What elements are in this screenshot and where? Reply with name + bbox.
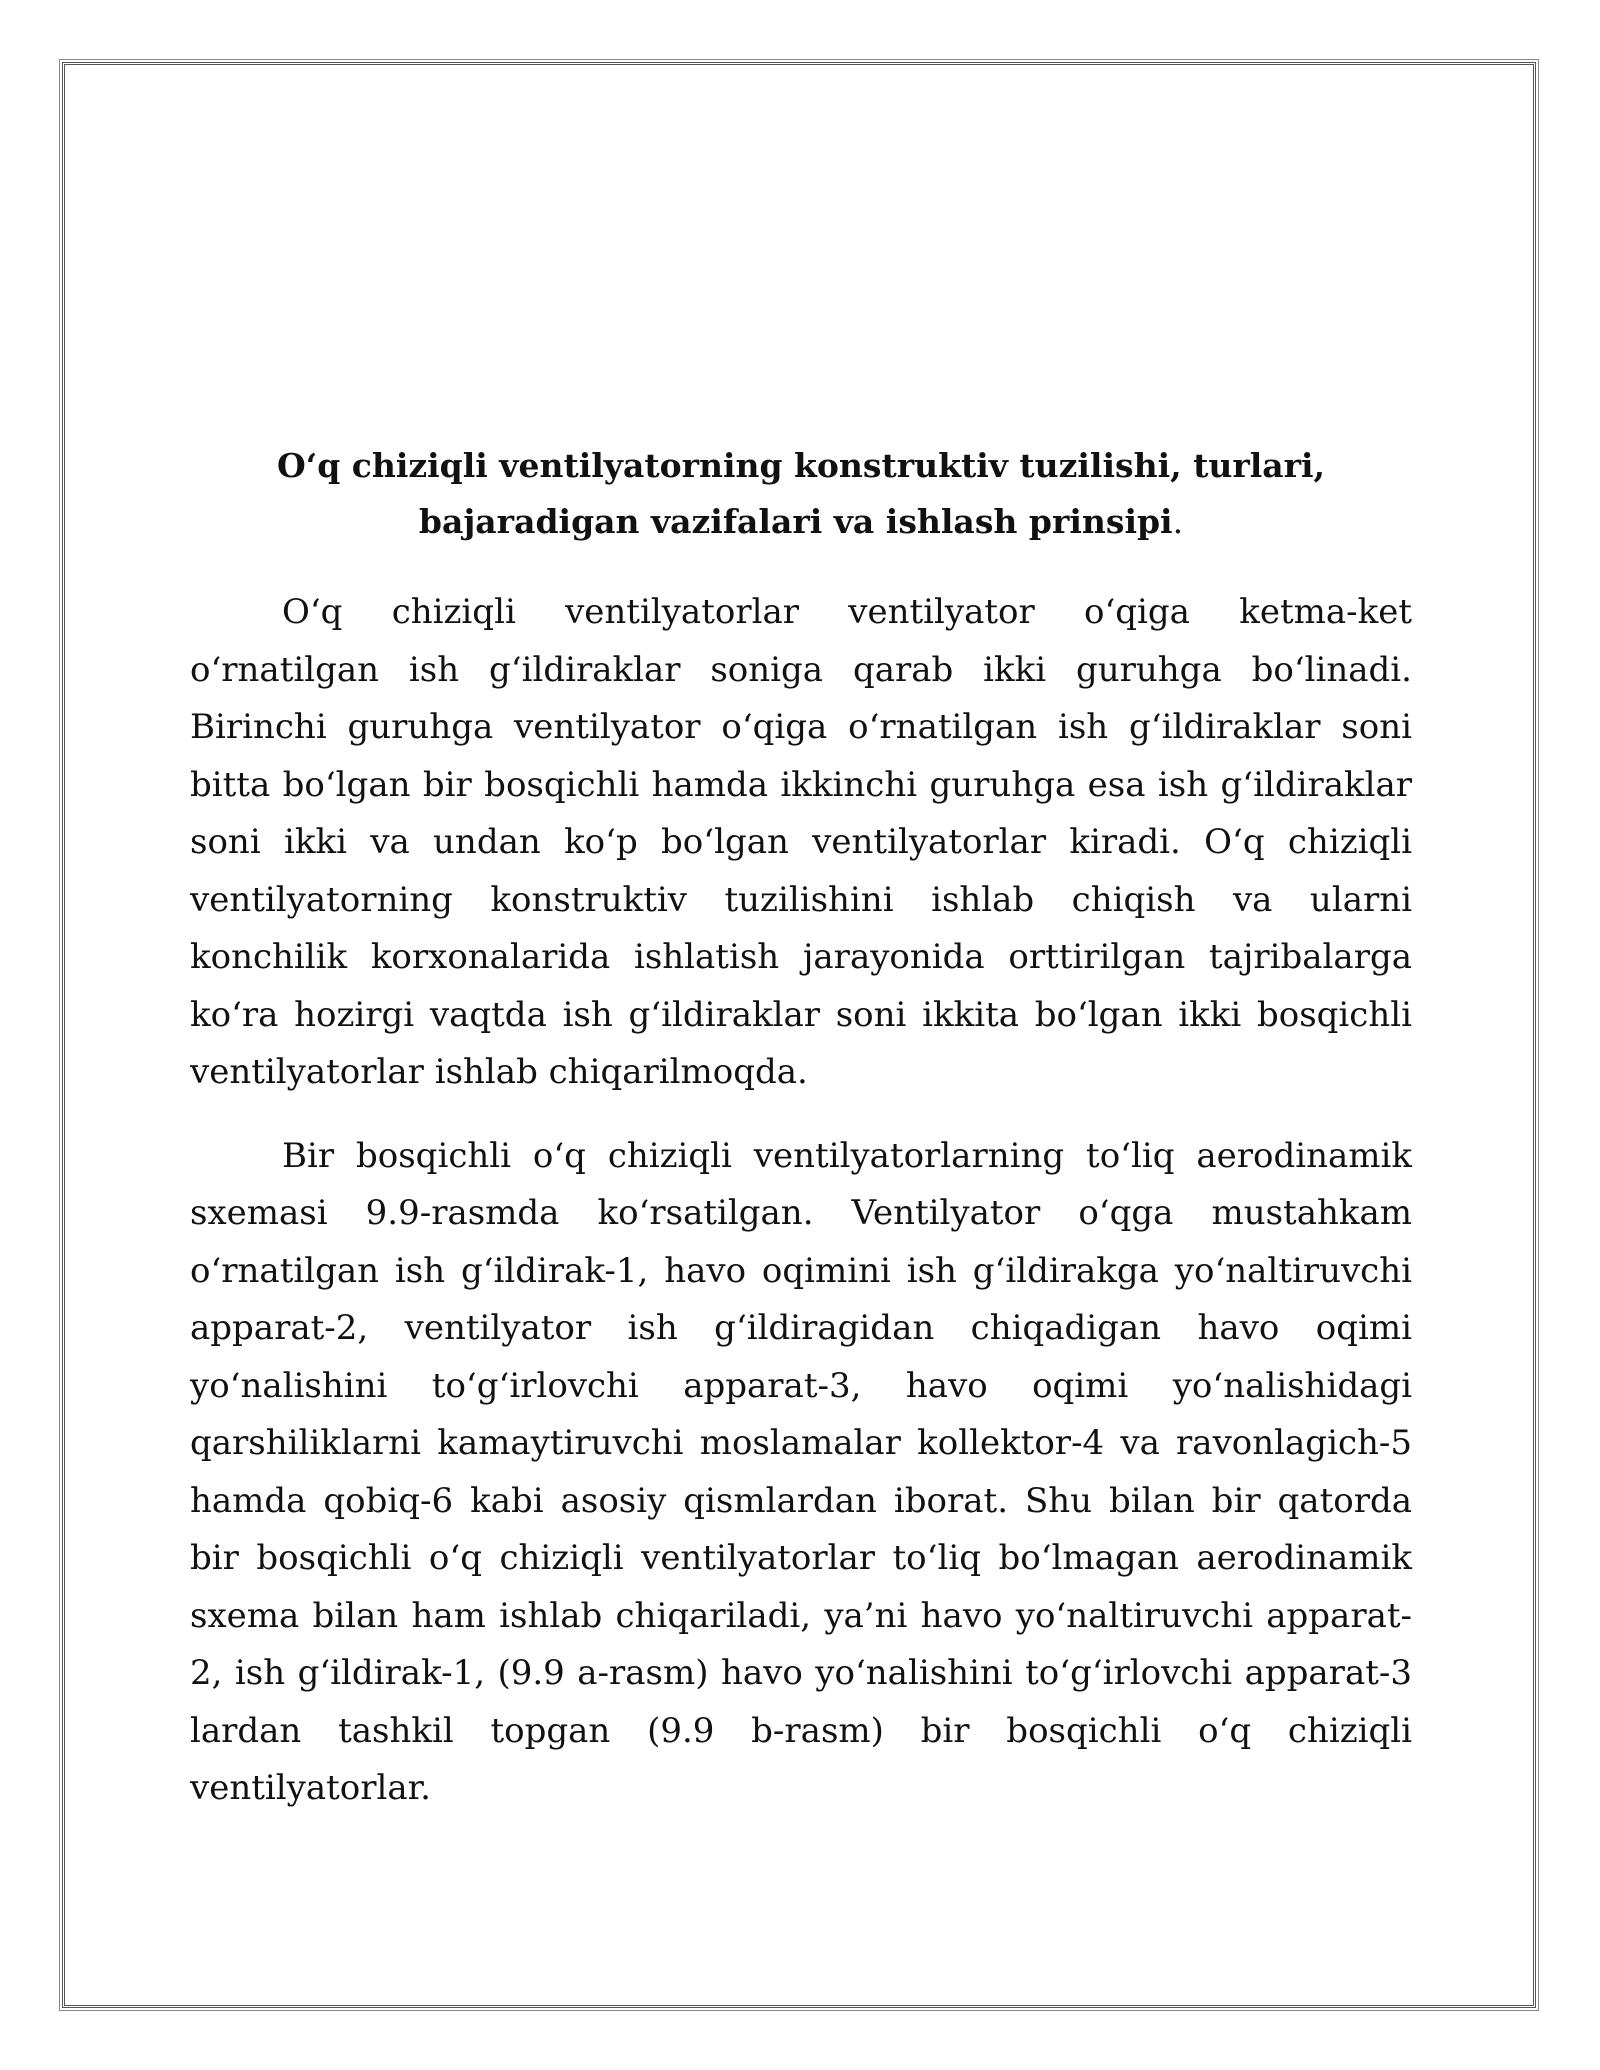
document-body bbox=[190, 438, 1412, 1844]
title-period: . bbox=[1172, 502, 1184, 541]
title-line-2: bajaradigan vazifalari va ishlash prinsipi bbox=[418, 502, 1173, 541]
document-title bbox=[190, 438, 1412, 550]
title-line-1: O‘q chiziqli ventilyatorning konstruktiv tuzilishi, turlari, bbox=[276, 446, 1326, 485]
paragraph-2: Bir bosqichli o‘q chiziqli ventilyatorlarning to‘liq aerodinamik sxemasi 9.9-rasmda ko‘rsatilgan. Ventilyator o‘qga mustahkam o‘rnatilgan ish g‘ildirak-1, havo oqimini ish g‘ildirakga yo‘naltiruvchi apparat-2, ventilyator ish g‘ildiragidan chiqadigan havo oqimi yo‘nalishini to‘g‘irlovchi apparat-3, havo oqimi yo‘nalishidagi qarshiliklarni kamaytiruvchi moslamalar kollektor-4 va ravonlagich-5 hamda qobiq-6 kabi asosiy qismlardan iborat. Shu bilan bir qatorda bir bosqichli o‘q chiziqli ventilyatorlar to‘liq bo‘lmagan aerodinamik sxema bilan ham ishlab chiqariladi, ya’ni havo yo‘naltiruvchi apparat-2, ish g‘ildirak-1, (9.9 a-rasm) havo yo‘nalishini to‘g‘irlovchi apparat-3 lardan tashkil topgan (9.9 b-rasm) bir bosqichli o‘q chiziqli ventilyatorlar. bbox=[190, 1135, 1412, 1808]
paragraph-1: O‘q chiziqli ventilyatorlar ventilyator o‘qiga ketma-ket o‘rnatilgan ish g‘ildiraklar soniga qarab ikki guruhga bo‘linadi. Birinchi guruhga ventilyator o‘qiga o‘rnatilgan ish g‘ildiraklar soni bitta bo‘lgan bir bosqichli hamda ikkinchi guruhga esa ish g‘ildiraklar soni ikki va undan ko‘p bo‘lgan ventilyatorlar kiradi. O‘q chiziqli ventilyatorning konstruktiv tuzilishini ishlab chiqish va ularni konchilik korxonalarida ishlatish jarayonida orttirilgan tajribalarga ko‘ra hozirgi vaqtda ish g‘ildiraklar soni ikkita bo‘lgan ikki bosqichli ventilyatorlar ishlab chiqarilmoqda. bbox=[190, 592, 1412, 1092]
